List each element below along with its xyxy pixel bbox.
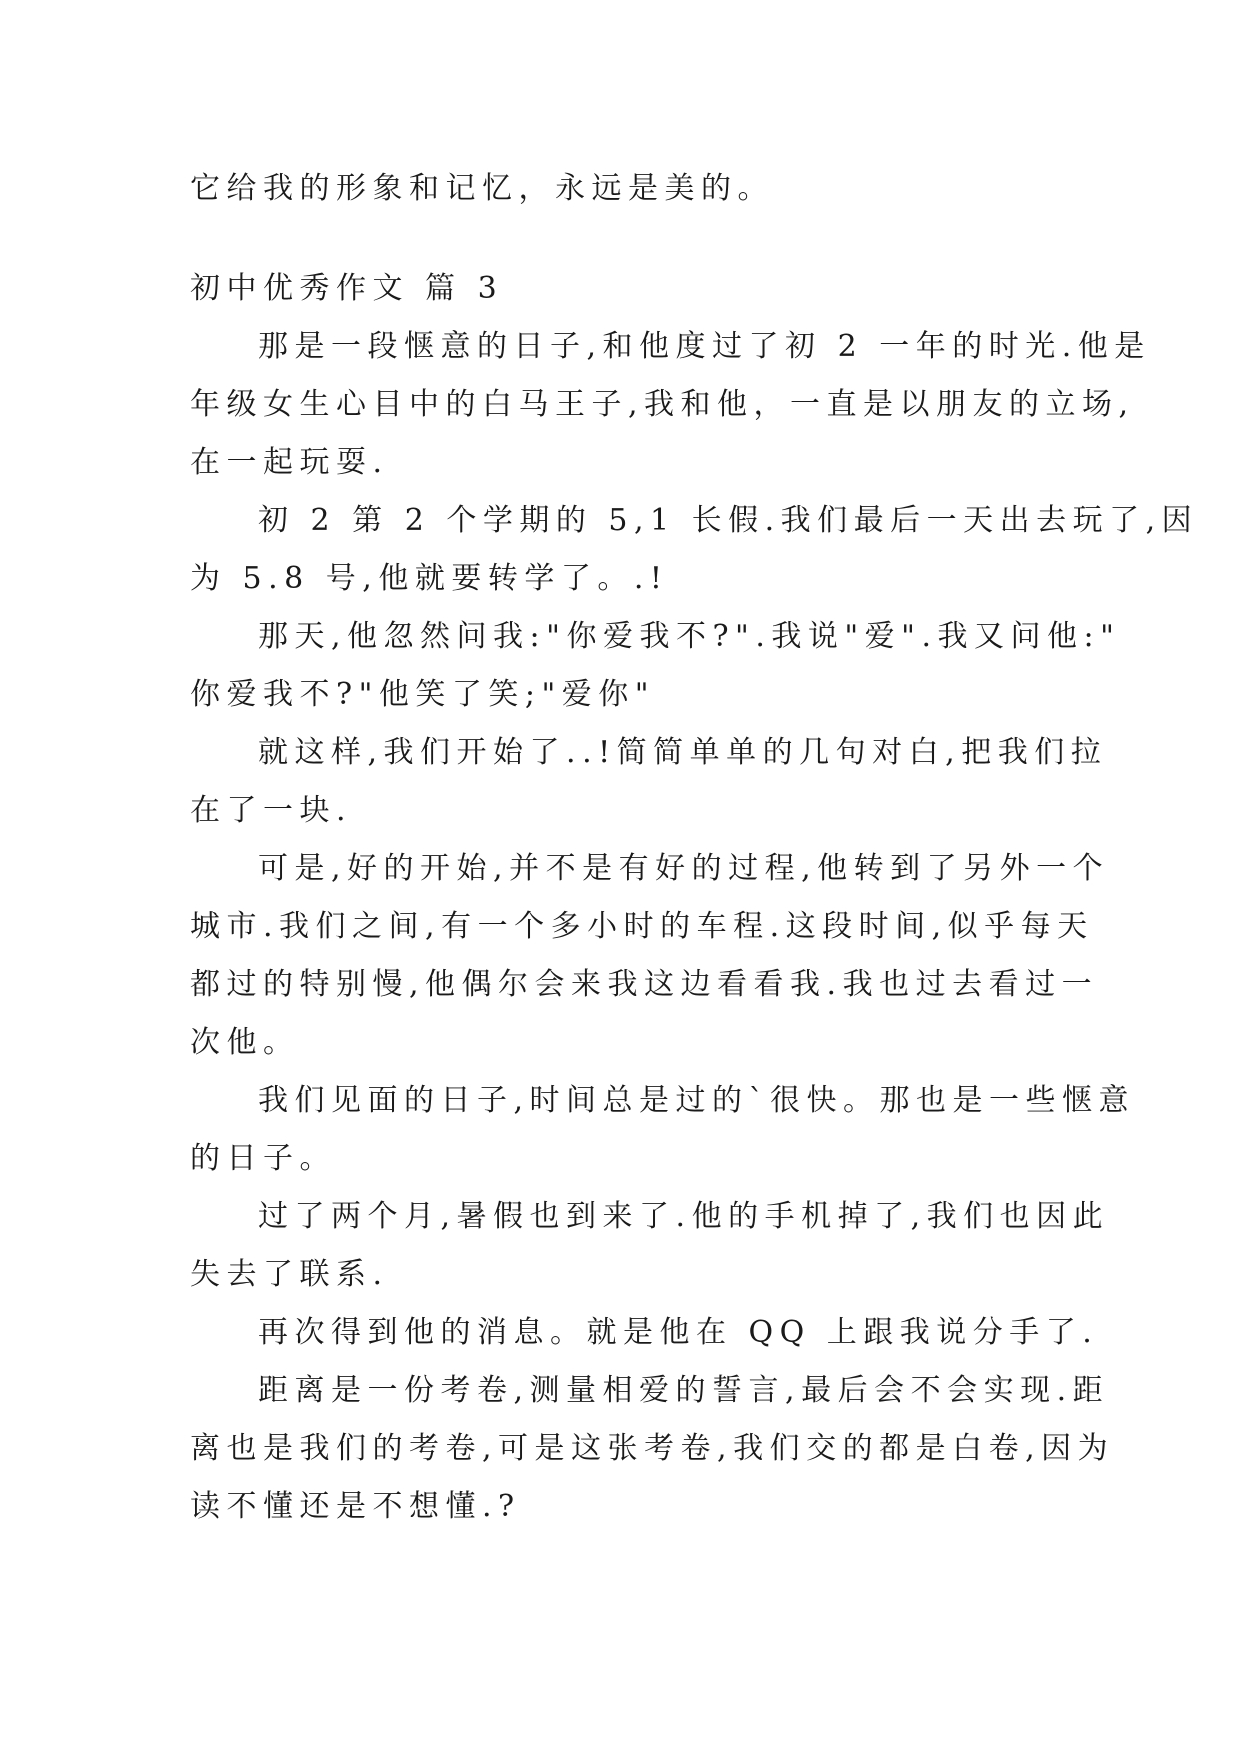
paragraph-line: 你爱我不?"他笑了笑;"爱你" <box>190 677 656 712</box>
paragraph-line: 在一起玩耍. <box>190 445 389 480</box>
opening-line: 它给我的形象和记忆，永远是美的。 <box>190 171 774 206</box>
paragraph-line: 的日子。 <box>190 1141 336 1176</box>
paragraph-9 <box>190 1362 1115 1536</box>
paragraph-line: 我们见面的日子,时间总是过的`很快。那也是一些惬意 <box>258 1083 1136 1118</box>
section-title: 初中优秀作文 篇 3 <box>190 271 504 306</box>
paragraph-line: 距离是一份考卷,测量相爱的誓言,最后会不会实现.距 <box>258 1373 1110 1408</box>
paragraph-line: 再次得到他的消息。就是他在 QQ 上跟我说分手了. <box>258 1315 1099 1350</box>
paragraph-line: 那天,他忽然问我:"你爱我不?".我说"爱".我又问他:" <box>258 619 1121 654</box>
paragraph-4 <box>190 724 1108 840</box>
paragraph-line: 离也是我们的考卷,可是这张考卷,我们交的都是白卷,因为 <box>190 1431 1115 1466</box>
paragraph-line: 读不懂还是不想懂.? <box>190 1489 521 1524</box>
paragraph-line: 年级女生心目中的白马王子,我和他，一直是以朋友的立场, <box>190 387 1135 422</box>
paragraph-line: 可是,好的开始,并不是有好的过程,他转到了另外一个 <box>258 851 1110 886</box>
paragraph-line: 城市.我们之间,有一个多小时的车程.这段时间,似乎每天 <box>190 909 1094 944</box>
paragraph-line: 都过的特别慢,他偶尔会来我这边看看我.我也过去看过一 <box>190 967 1099 1002</box>
paragraph-line: 为 5.8 号,他就要转学了。.! <box>190 561 669 596</box>
document-body <box>190 160 1199 1536</box>
paragraph-3 <box>190 608 1121 724</box>
paragraph-line: 失去了联系. <box>190 1257 389 1292</box>
paragraph-line: 过了两个月,暑假也到来了.他的手机掉了,我们也因此 <box>258 1199 1110 1234</box>
paragraph-line: 就这样,我们开始了..!简简单单的几句对白,把我们拉 <box>258 735 1108 770</box>
paragraph-5 <box>190 840 1110 1072</box>
paragraph-line: 次他。 <box>190 1025 300 1060</box>
paragraph-8 <box>190 1304 1099 1362</box>
paragraph-line: 那是一段惬意的日子,和他度过了初 2 一年的时光.他是 <box>258 329 1151 364</box>
paragraph-1 <box>190 318 1151 492</box>
paragraph-6 <box>190 1072 1136 1188</box>
paragraph-line: 在了一块. <box>190 793 353 828</box>
paragraph-7 <box>190 1188 1110 1304</box>
paragraph-2 <box>190 492 1199 608</box>
paragraph-line: 初 2 第 2 个学期的 5,1 长假.我们最后一天出去玩了,因 <box>258 503 1199 538</box>
